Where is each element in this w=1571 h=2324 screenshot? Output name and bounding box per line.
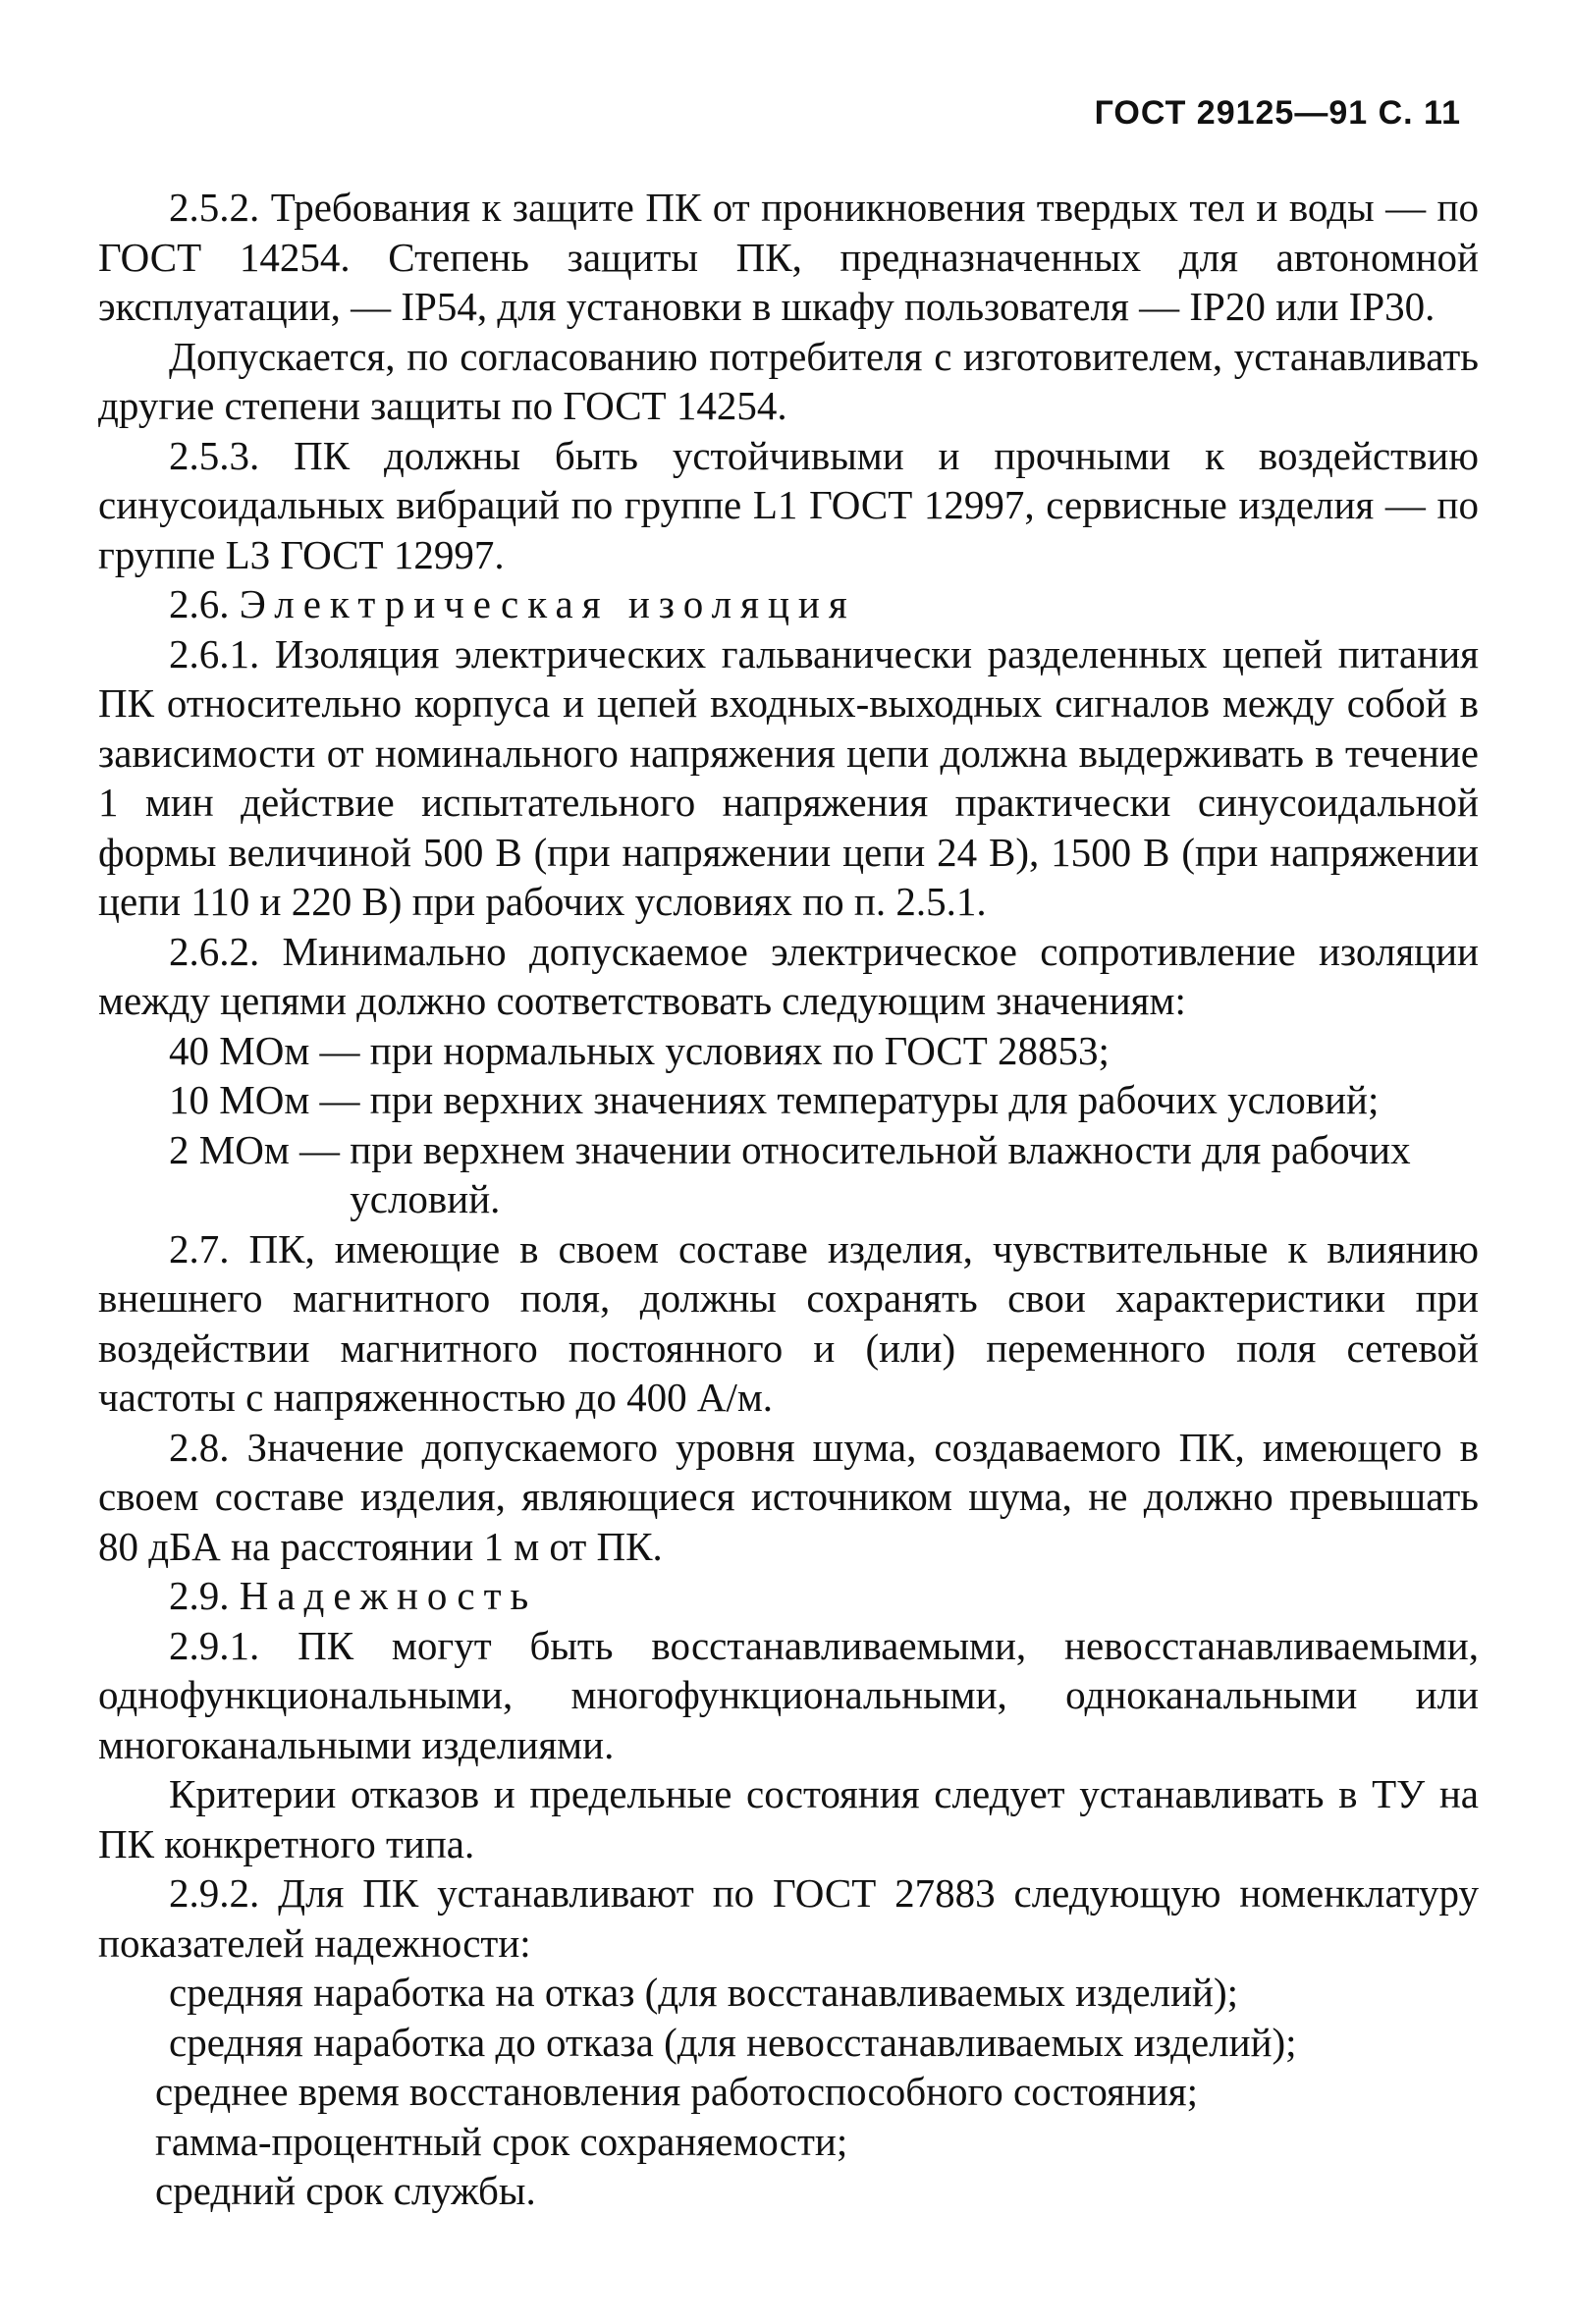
section-title: Электрическая изоляция <box>239 581 856 626</box>
paragraph-2-5-3: 2.5.3. ПК должны быть устойчивыми и прочными к воздействию синусоидальных вибраций по группе L1 ГОСТ 12997, сервисные изделия — по группе L3 ГОСТ 12997. <box>98 432 1479 577</box>
resistance-value: 2 МОм — <box>169 1126 351 1172</box>
paragraph-2-6-2: 2.6.2. Минимально допускаемое электрическое сопротивление изоляции между цепями должно соответствовать следующим значениям: <box>98 928 1479 1023</box>
resistance-value-item <box>98 1125 1479 1224</box>
resistance-condition: при верхнем значении относительной влажности для рабочих условий. <box>350 1126 1411 1221</box>
document-body <box>98 183 1479 2216</box>
reliability-indicator: гамма-процентный срок сохраняемости; <box>155 2118 848 2164</box>
paragraph-2-9-1: 2.9.1. ПК могут быть восстанавливаемыми, невосстанавливаемыми, однофункциональными, многофункциональными, одноканальными или многоканальными изделиями. <box>98 1622 1479 1767</box>
paragraph-2-5-2-note: Допускается, по согласованию потребителя с изготовителем, устанавливать другие степени защиты по ГОСТ 14254. <box>98 333 1479 428</box>
reliability-indicator: средняя наработка до отказа (для невосстанавливаемых изделий); <box>169 2019 1297 2065</box>
paragraph-2-7: 2.7. ПК, имеющие в своем составе изделия, чувствительные к влиянию внешнего магнитного поля, должны сохранять свои характеристики при воздействии магнитного постоянного и (или) переменного поля сетевой частоты с напряженностью до 400 А/м. <box>98 1225 1479 1420</box>
reliability-indicator: средняя наработка на отказ (для восстанавливаемых изделий); <box>169 1970 1239 2015</box>
paragraph-2-8: 2.8. Значение допускаемого уровня шума, создаваемого ПК, имеющего в своем составе изделия, являющиеся источником шума, не должно превышать 80 дБА на расстоянии 1 м от ПК. <box>98 1424 1479 1569</box>
resistance-condition: при нормальных условиях по ГОСТ 28853; <box>369 1027 1110 1073</box>
resistance-condition: при верхних значениях температуры для рабочих условий; <box>369 1077 1380 1122</box>
page-header: ГОСТ 29125—91 С. 11 <box>1094 94 1461 132</box>
resistance-value-item <box>98 1026 1479 1076</box>
paragraph-2-9-2: 2.9.2. Для ПК устанавливают по ГОСТ 27883 следующую номенклатуру показателей надежности: <box>98 1870 1479 1966</box>
resistance-value: 10 МОм — <box>169 1077 370 1122</box>
section-title: Надежность <box>239 1573 538 1618</box>
paragraph-2-5-2: 2.5.2. Требования к защите ПК от проникновения твердых тел и воды — по ГОСТ 14254. Степень защиты ПК, предназначенных для автономной эксплуатации, — IP54, для установки в шкафу пользователя — IP20 или IP30. <box>98 185 1479 329</box>
section-heading-2-6 <box>98 579 1479 629</box>
resistance-value-item <box>98 1075 1479 1125</box>
reliability-indicator: средний срок службы. <box>155 2168 536 2213</box>
section-number: 2.6. <box>169 581 230 626</box>
section-number: 2.9. <box>169 1573 230 1618</box>
reliability-indicator: среднее время восстановления работоспособного состояния; <box>155 2069 1199 2114</box>
section-heading-2-9 <box>98 1571 1479 1621</box>
paragraph-2-9-1-note: Критерии отказов и предельные состояния следует устанавливать в ТУ на ПК конкретного типа. <box>98 1771 1479 1866</box>
resistance-value: 40 МОм — <box>169 1027 370 1073</box>
paragraph-2-6-1: 2.6.1. Изоляция электрических гальванически разделенных цепей питания ПК относительно корпуса и цепей входных-выходных сигналов между собой в зависимости от номинального напряжения цепи должна выдерживать в течение 1 мин действие испытательного напряжения практически синусоидальной формы величиной 500 В (при напряжении цепи 24 В), 1500 В (при напряжении цепи 110 и 220 В) при рабочих условиях по п. 2.5.1. <box>98 630 1479 924</box>
